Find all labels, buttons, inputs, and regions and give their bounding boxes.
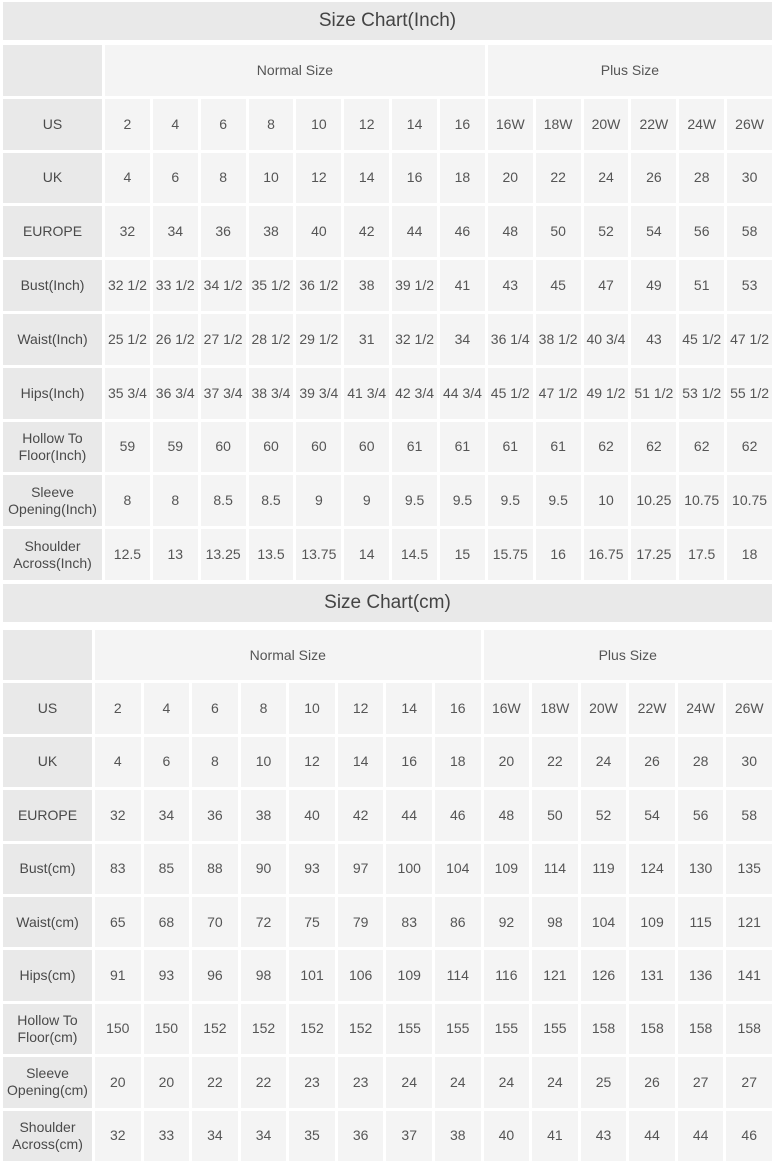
size-value-cell: 36 3/4: [153, 368, 198, 419]
size-value-cell: 40 3/4: [584, 314, 629, 365]
size-value-cell: 34: [153, 206, 198, 257]
size-value-cell: 93: [144, 950, 190, 1000]
size-value-cell: 53: [727, 260, 772, 311]
size-value-cell: 37: [386, 1111, 432, 1161]
size-value-cell: 92: [484, 897, 530, 947]
size-value-cell: 60: [344, 422, 389, 473]
size-value-cell: 42: [344, 206, 389, 257]
size-value-cell: 97: [338, 844, 384, 894]
size-value-cell: 41: [532, 1111, 578, 1161]
size-value-cell: 38 3/4: [249, 368, 294, 419]
size-value-cell: 32 1/2: [392, 314, 437, 365]
size-value-cell: 115: [678, 897, 724, 947]
row-header: US: [3, 99, 102, 150]
size-value-cell: 16W: [484, 683, 530, 733]
size-value-cell: 43: [631, 314, 676, 365]
size-value-cell: 12.5: [105, 529, 150, 580]
row-header: Shoulder Across(cm): [3, 1111, 92, 1161]
size-value-cell: 14: [338, 737, 384, 787]
size-value-cell: 24: [386, 1057, 432, 1107]
size-value-cell: 121: [726, 897, 772, 947]
size-value-cell: 36 1/2: [296, 260, 341, 311]
size-value-cell: 83: [386, 897, 432, 947]
size-value-cell: 41 3/4: [344, 368, 389, 419]
size-value-cell: 28: [678, 737, 724, 787]
size-value-cell: 6: [144, 737, 190, 787]
size-value-cell: 16: [386, 737, 432, 787]
size-value-cell: 24: [484, 1057, 530, 1107]
size-value-cell: 121: [532, 950, 578, 1000]
size-value-cell: 24: [532, 1057, 578, 1107]
size-value-cell: 131: [629, 950, 675, 1000]
size-value-cell: 104: [581, 897, 627, 947]
size-value-cell: 25: [581, 1057, 627, 1107]
size-value-cell: 141: [726, 950, 772, 1000]
size-value-cell: 158: [629, 1004, 675, 1054]
size-value-cell: 91: [95, 950, 141, 1000]
size-value-cell: 51: [679, 260, 724, 311]
size-value-cell: 8.5: [249, 475, 294, 526]
size-value-cell: 16: [440, 99, 485, 150]
size-value-cell: 124: [629, 844, 675, 894]
size-value-cell: 158: [581, 1004, 627, 1054]
row-header: Hollow To Floor(cm): [3, 1004, 92, 1054]
size-value-cell: 32: [95, 790, 141, 840]
size-value-cell: 58: [727, 206, 772, 257]
size-value-cell: 43: [581, 1111, 627, 1161]
size-value-cell: 10: [249, 153, 294, 204]
size-value-cell: 44: [386, 790, 432, 840]
size-value-cell: 24W: [678, 683, 724, 733]
size-value-cell: 93: [289, 844, 335, 894]
size-value-cell: 150: [144, 1004, 190, 1054]
size-value-cell: 10: [584, 475, 629, 526]
size-value-cell: 96: [192, 950, 238, 1000]
size-value-cell: 59: [105, 422, 150, 473]
size-value-cell: 16W: [488, 99, 533, 150]
chart-title: Size Chart(Inch): [3, 2, 772, 40]
size-value-cell: 86: [435, 897, 481, 947]
size-value-cell: 16: [536, 529, 581, 580]
size-value-cell: 26W: [726, 683, 772, 733]
size-value-cell: 114: [435, 950, 481, 1000]
plus-size-header: Plus Size: [484, 630, 772, 680]
size-value-cell: 35: [289, 1111, 335, 1161]
size-value-cell: 35 1/2: [249, 260, 294, 311]
size-value-cell: 158: [726, 1004, 772, 1054]
size-value-cell: 10: [241, 737, 287, 787]
size-value-cell: 44: [392, 206, 437, 257]
size-value-cell: 18W: [536, 99, 581, 150]
size-value-cell: 6: [201, 99, 246, 150]
size-value-cell: 45 1/2: [679, 314, 724, 365]
size-value-cell: 18: [440, 153, 485, 204]
size-value-cell: 60: [201, 422, 246, 473]
size-value-cell: 116: [484, 950, 530, 1000]
size-value-cell: 39 1/2: [392, 260, 437, 311]
size-value-cell: 20: [484, 737, 530, 787]
size-value-cell: 22W: [629, 683, 675, 733]
size-value-cell: 16: [392, 153, 437, 204]
size-value-cell: 8: [105, 475, 150, 526]
size-value-cell: 49: [631, 260, 676, 311]
size-value-cell: 13.75: [296, 529, 341, 580]
size-value-cell: 109: [484, 844, 530, 894]
size-value-cell: 20W: [584, 99, 629, 150]
size-value-cell: 100: [386, 844, 432, 894]
size-value-cell: 90: [241, 844, 287, 894]
size-value-cell: 34: [192, 1111, 238, 1161]
size-value-cell: 33: [144, 1111, 190, 1161]
size-value-cell: 2: [95, 683, 141, 733]
size-value-cell: 13.25: [201, 529, 246, 580]
size-value-cell: 58: [726, 790, 772, 840]
size-value-cell: 35 3/4: [105, 368, 150, 419]
size-value-cell: 32: [105, 206, 150, 257]
size-value-cell: 22: [536, 153, 581, 204]
normal-size-header: Normal Size: [95, 630, 481, 680]
size-value-cell: 10.75: [679, 475, 724, 526]
size-value-cell: 38 1/2: [536, 314, 581, 365]
size-value-cell: 85: [144, 844, 190, 894]
size-value-cell: 8.5: [201, 475, 246, 526]
size-value-cell: 61: [488, 422, 533, 473]
size-value-cell: 25 1/2: [105, 314, 150, 365]
row-header: Waist(cm): [3, 897, 92, 947]
size-value-cell: 52: [584, 206, 629, 257]
size-value-cell: 9.5: [440, 475, 485, 526]
size-value-cell: 9: [344, 475, 389, 526]
size-value-cell: 44: [678, 1111, 724, 1161]
size-value-cell: 62: [679, 422, 724, 473]
size-value-cell: 8: [201, 153, 246, 204]
size-value-cell: 39 3/4: [296, 368, 341, 419]
size-value-cell: 152: [192, 1004, 238, 1054]
size-value-cell: 135: [726, 844, 772, 894]
table-corner: [3, 45, 102, 96]
size-value-cell: 40: [296, 206, 341, 257]
row-header: Waist(Inch): [3, 314, 102, 365]
size-value-cell: 130: [678, 844, 724, 894]
row-header: Bust(cm): [3, 844, 92, 894]
size-value-cell: 16.75: [584, 529, 629, 580]
size-value-cell: 56: [678, 790, 724, 840]
size-value-cell: 18W: [532, 683, 578, 733]
size-value-cell: 46: [726, 1111, 772, 1161]
size-value-cell: 44: [629, 1111, 675, 1161]
size-value-cell: 27: [726, 1057, 772, 1107]
size-value-cell: 9.5: [392, 475, 437, 526]
size-value-cell: 152: [289, 1004, 335, 1054]
size-value-cell: 22W: [631, 99, 676, 150]
size-value-cell: 98: [241, 950, 287, 1000]
table-corner: [3, 630, 92, 680]
size-value-cell: 12: [296, 153, 341, 204]
size-value-cell: 38: [344, 260, 389, 311]
size-value-cell: 152: [241, 1004, 287, 1054]
size-value-cell: 16: [435, 683, 481, 733]
size-value-cell: 26 1/2: [153, 314, 198, 365]
size-value-cell: 27 1/2: [201, 314, 246, 365]
size-value-cell: 158: [678, 1004, 724, 1054]
size-value-cell: 52: [581, 790, 627, 840]
size-value-cell: 27: [678, 1057, 724, 1107]
size-value-cell: 14: [386, 683, 432, 733]
size-value-cell: 62: [727, 422, 772, 473]
size-value-cell: 47 1/2: [536, 368, 581, 419]
size-value-cell: 61: [440, 422, 485, 473]
size-value-cell: 155: [532, 1004, 578, 1054]
size-table: [3, 45, 772, 580]
size-value-cell: 46: [435, 790, 481, 840]
size-value-cell: 36: [201, 206, 246, 257]
size-value-cell: 20: [95, 1057, 141, 1107]
size-value-cell: 101: [289, 950, 335, 1000]
size-value-cell: 10.75: [727, 475, 772, 526]
size-value-cell: 88: [192, 844, 238, 894]
size-value-cell: 155: [386, 1004, 432, 1054]
row-header: Hips(Inch): [3, 368, 102, 419]
size-value-cell: 26: [629, 1057, 675, 1107]
size-value-cell: 38: [249, 206, 294, 257]
size-value-cell: 8: [192, 737, 238, 787]
size-value-cell: 34: [144, 790, 190, 840]
row-header: UK: [3, 737, 92, 787]
size-value-cell: 28 1/2: [249, 314, 294, 365]
size-value-cell: 24: [581, 737, 627, 787]
size-value-cell: 14.5: [392, 529, 437, 580]
size-value-cell: 44 3/4: [440, 368, 485, 419]
size-value-cell: 13: [153, 529, 198, 580]
size-value-cell: 55 1/2: [727, 368, 772, 419]
size-value-cell: 8: [153, 475, 198, 526]
size-value-cell: 29 1/2: [296, 314, 341, 365]
size-value-cell: 4: [153, 99, 198, 150]
row-header: Hollow To Floor(Inch): [3, 422, 102, 473]
size-value-cell: 23: [338, 1057, 384, 1107]
size-value-cell: 48: [484, 790, 530, 840]
size-value-cell: 54: [631, 206, 676, 257]
size-value-cell: 30: [727, 153, 772, 204]
size-value-cell: 42 3/4: [392, 368, 437, 419]
chart-title: Size Chart(cm): [3, 584, 772, 622]
row-header: Bust(Inch): [3, 260, 102, 311]
size-value-cell: 65: [95, 897, 141, 947]
size-value-cell: 10: [296, 99, 341, 150]
size-value-cell: 17.25: [631, 529, 676, 580]
size-value-cell: 51 1/2: [631, 368, 676, 419]
size-value-cell: 83: [95, 844, 141, 894]
size-value-cell: 50: [536, 206, 581, 257]
size-value-cell: 36: [192, 790, 238, 840]
size-value-cell: 10: [289, 683, 335, 733]
size-value-cell: 62: [584, 422, 629, 473]
size-value-cell: 32: [95, 1111, 141, 1161]
size-value-cell: 8: [249, 99, 294, 150]
size-value-cell: 50: [532, 790, 578, 840]
size-value-cell: 72: [241, 897, 287, 947]
size-value-cell: 18: [435, 737, 481, 787]
size-value-cell: 150: [95, 1004, 141, 1054]
row-header: US: [3, 683, 92, 733]
size-value-cell: 119: [581, 844, 627, 894]
size-value-cell: 15.75: [488, 529, 533, 580]
size-value-cell: 37 3/4: [201, 368, 246, 419]
size-value-cell: 12: [338, 683, 384, 733]
size-value-cell: 22: [192, 1057, 238, 1107]
size-value-cell: 38: [435, 1111, 481, 1161]
size-value-cell: 26W: [727, 99, 772, 150]
size-value-cell: 114: [532, 844, 578, 894]
size-value-cell: 45 1/2: [488, 368, 533, 419]
size-value-cell: 104: [435, 844, 481, 894]
size-value-cell: 59: [153, 422, 198, 473]
size-value-cell: 41: [440, 260, 485, 311]
size-value-cell: 38: [241, 790, 287, 840]
size-value-cell: 4: [105, 153, 150, 204]
size-value-cell: 98: [532, 897, 578, 947]
size-value-cell: 31: [344, 314, 389, 365]
size-value-cell: 60: [249, 422, 294, 473]
size-value-cell: 49 1/2: [584, 368, 629, 419]
size-value-cell: 26: [631, 153, 676, 204]
size-value-cell: 18: [727, 529, 772, 580]
size-value-cell: 9.5: [536, 475, 581, 526]
size-value-cell: 4: [95, 737, 141, 787]
size-value-cell: 53 1/2: [679, 368, 724, 419]
size-value-cell: 60: [296, 422, 341, 473]
row-header: EUROPE: [3, 206, 102, 257]
size-value-cell: 24: [584, 153, 629, 204]
size-value-cell: 40: [484, 1111, 530, 1161]
plus-size-header: Plus Size: [488, 45, 772, 96]
size-value-cell: 54: [629, 790, 675, 840]
size-value-cell: 22: [532, 737, 578, 787]
size-value-cell: 75: [289, 897, 335, 947]
size-value-cell: 47: [584, 260, 629, 311]
size-value-cell: 155: [435, 1004, 481, 1054]
size-value-cell: 42: [338, 790, 384, 840]
size-value-cell: 6: [153, 153, 198, 204]
size-value-cell: 23: [289, 1057, 335, 1107]
size-value-cell: 62: [631, 422, 676, 473]
size-value-cell: 79: [338, 897, 384, 947]
size-value-cell: 48: [488, 206, 533, 257]
row-header: Sleeve Opening(Inch): [3, 475, 102, 526]
size-value-cell: 17.5: [679, 529, 724, 580]
size-value-cell: 36 1/4: [488, 314, 533, 365]
size-value-cell: 24: [435, 1057, 481, 1107]
row-header: UK: [3, 153, 102, 204]
row-header: Shoulder Across(Inch): [3, 529, 102, 580]
size-value-cell: 9: [296, 475, 341, 526]
size-value-cell: 6: [192, 683, 238, 733]
size-chart-cm: [0, 582, 775, 1163]
size-value-cell: 136: [678, 950, 724, 1000]
size-value-cell: 126: [581, 950, 627, 1000]
size-value-cell: 70: [192, 897, 238, 947]
size-value-cell: 14: [344, 153, 389, 204]
row-header: Sleeve Opening(cm): [3, 1057, 92, 1107]
size-value-cell: 14: [344, 529, 389, 580]
size-value-cell: 56: [679, 206, 724, 257]
size-value-cell: 28: [679, 153, 724, 204]
size-value-cell: 34 1/2: [201, 260, 246, 311]
size-value-cell: 20W: [581, 683, 627, 733]
size-value-cell: 24W: [679, 99, 724, 150]
size-value-cell: 45: [536, 260, 581, 311]
size-value-cell: 12: [344, 99, 389, 150]
size-value-cell: 4: [144, 683, 190, 733]
size-value-cell: 13.5: [249, 529, 294, 580]
size-value-cell: 22: [241, 1057, 287, 1107]
size-value-cell: 61: [536, 422, 581, 473]
size-value-cell: 40: [289, 790, 335, 840]
size-value-cell: 109: [629, 897, 675, 947]
size-value-cell: 34: [241, 1111, 287, 1161]
normal-size-header: Normal Size: [105, 45, 485, 96]
size-value-cell: 152: [338, 1004, 384, 1054]
size-value-cell: 10.25: [631, 475, 676, 526]
size-value-cell: 46: [440, 206, 485, 257]
size-value-cell: 34: [440, 314, 485, 365]
size-value-cell: 68: [144, 897, 190, 947]
size-value-cell: 61: [392, 422, 437, 473]
size-value-cell: 47 1/2: [727, 314, 772, 365]
size-value-cell: 109: [386, 950, 432, 1000]
row-header: Hips(cm): [3, 950, 92, 1000]
size-value-cell: 9.5: [488, 475, 533, 526]
size-table: [3, 630, 772, 1161]
size-value-cell: 2: [105, 99, 150, 150]
size-value-cell: 32 1/2: [105, 260, 150, 311]
size-value-cell: 155: [484, 1004, 530, 1054]
size-value-cell: 14: [392, 99, 437, 150]
size-value-cell: 43: [488, 260, 533, 311]
size-value-cell: 20: [488, 153, 533, 204]
size-value-cell: 33 1/2: [153, 260, 198, 311]
size-value-cell: 8: [241, 683, 287, 733]
size-value-cell: 26: [629, 737, 675, 787]
size-value-cell: 12: [289, 737, 335, 787]
row-header: EUROPE: [3, 790, 92, 840]
size-value-cell: 106: [338, 950, 384, 1000]
size-value-cell: 15: [440, 529, 485, 580]
size-value-cell: 30: [726, 737, 772, 787]
size-value-cell: 20: [144, 1057, 190, 1107]
size-value-cell: 36: [338, 1111, 384, 1161]
